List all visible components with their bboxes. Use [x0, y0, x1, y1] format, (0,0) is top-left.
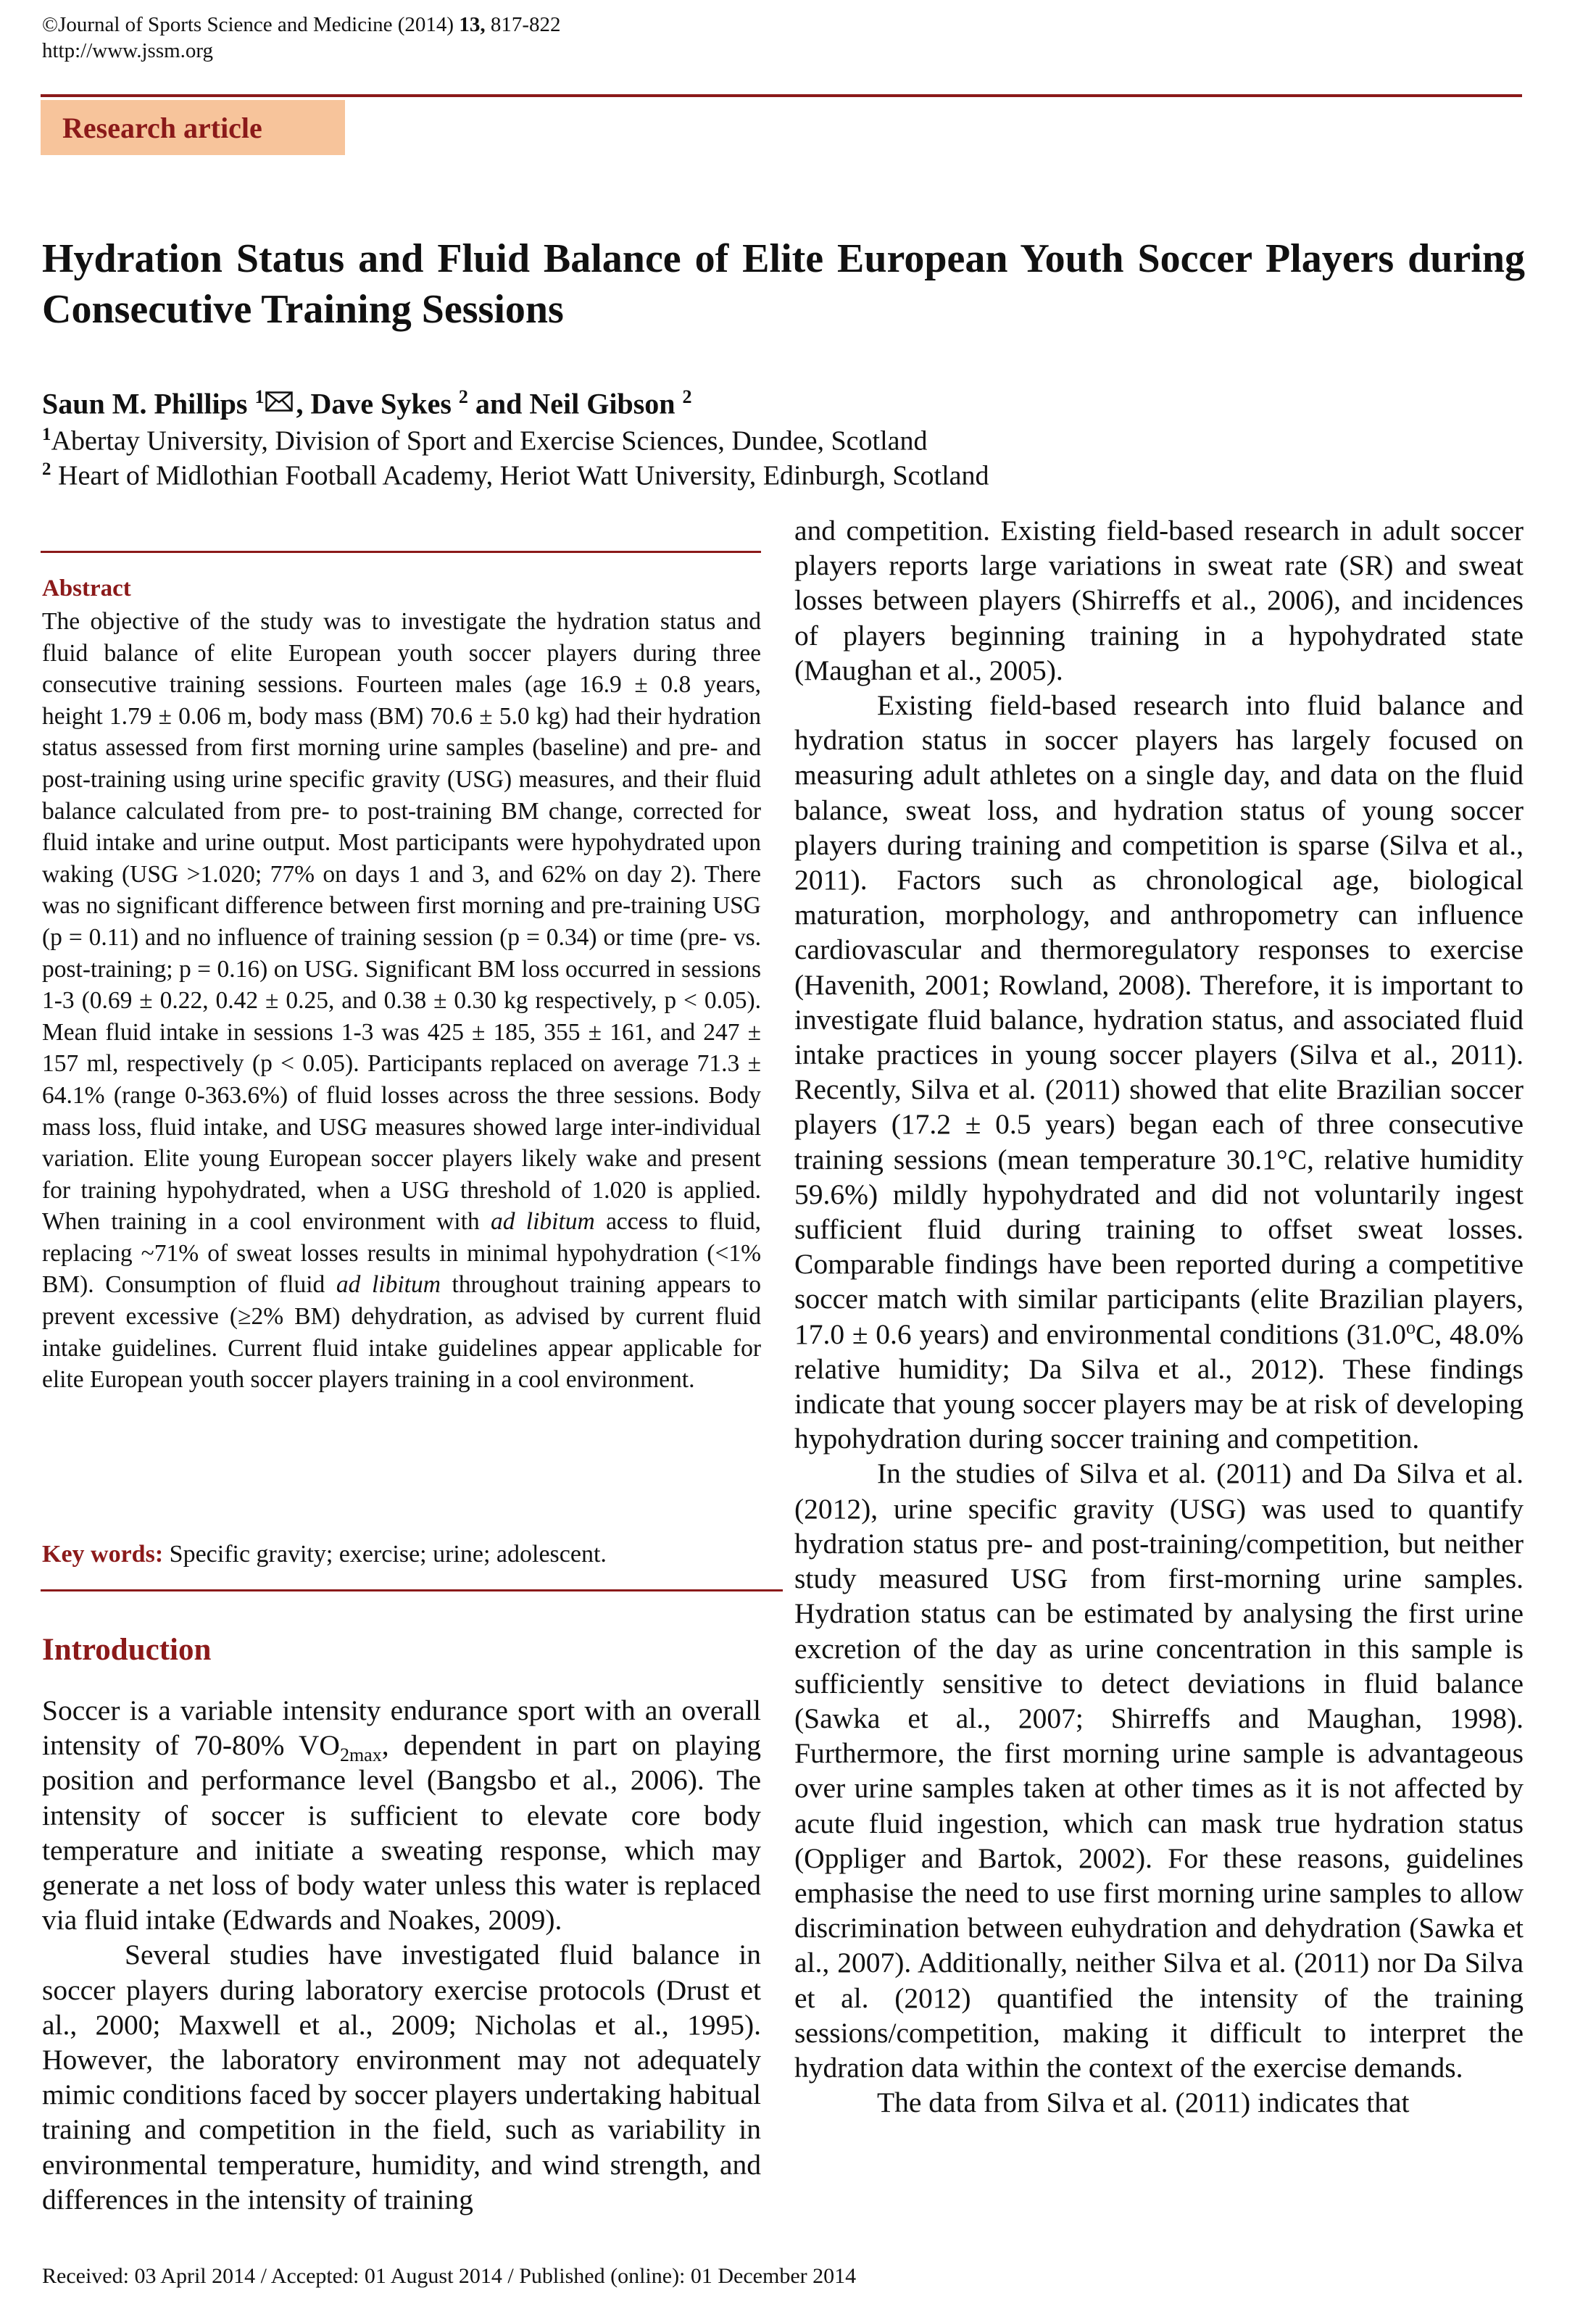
abstract-heading: Abstract [42, 575, 131, 602]
article-type-badge: Research article [41, 100, 345, 155]
publication-dates: Received: 03 April 2014 / Accepted: 01 August 2014 / Published (online): 01 December 2014 [42, 2264, 857, 2288]
article-title: Hydration Status and Fluid Balance of Elite European Youth Soccer Players during Consecutive Training Sessions [42, 236, 1525, 332]
journal-volume: 13, [459, 13, 486, 36]
paragraph: In the studies of Silva et al. (2011) and Da Silva et al. (2012), urine specific gravity (USG) was used to quantify hydration status pre- and post-training/competition, but neither study measured USG from first-morning urine samples. Hydration status can be estimated by analysing the first urine excretion of the day as urine concentration in this sample is sufficiently sensitive to detect deviations in fluid balance (Sawka et al., 2007; Shirreffs and Maughan, 1998). Furthermore, the first morning urine sample is advantageous over urine samples taken at other times as it is not affected by acute fluid ingestion, which can mask true hydration status (Oppliger and Bartok, 2002). For these reasons, guidelines emphasise the need to use first morning urine samples to allow discrimination between euhydration and dehydration (Sawka et al., 2007). Additionally, neither Silva et al. (2011) nor Da Silva et al. (2012) quantified the intensity of the training sessions/competition, making it difficult to interpret the hydration data within the context of the exercise demands. [794, 1457, 1524, 2084]
right-column-text [794, 513, 1524, 2120]
abstract-rule-top [41, 551, 761, 553]
affiliation-2: $^2$ Heart of Midlothian Football Academy, Heriot Watt University, Edinburgh, Scotland [42, 459, 989, 491]
author-name: , Dave Sykes [296, 387, 459, 420]
journal-citation: ©Journal of Sports Science and Medicine (2014) 13, 817-822 [42, 13, 561, 36]
envelope-icon[interactable] [265, 391, 293, 412]
section-heading-introduction: Introduction [42, 1633, 212, 1667]
paragraph: Several studies have investigated fluid balance in soccer players during laboratory exercise protocols (Drust et al., 2000; Maxwell et al., 2009; Nicholas et al., 1995). However, the laboratory environment may not adequately mimic conditions faced by soccer players undertaking habitual training and competition in the field, such as variability in environmental temperature, humidity, and wind strength, and differences in the intensity of training [42, 1939, 761, 2215]
paragraph: The data from Silva et al. (2011) indicates that [877, 2086, 1410, 2119]
paragraph: Existing field-based research into fluid balance and hydration status in soccer players has largely focused on measuring adult athletes on a single day, and data on the fluid balance, sweat loss, and hydration status of young soccer players during training and competition is sparse (Silva et al., 2011). Factors such as chronological age, biological maturation, morphology, and anthropometry can influence cardiovascular and thermoregulatory responses to exercise (Havenith, 2001; Rowland, 2008). Therefore, it is important to investigate fluid balance, hydration status, and associated fluid intake practices in young soccer players (Silva et al., 2011). Recently, Silva et al. (2011) showed that elite Brazilian soccer players (17.2 ± 0.5 years) began each of three consecutive training sessions (mean temperature 30.1°C, relative humidity 59.6%) mildly hypohydrated and did not voluntarily ingest sufficient fluid during training to offset sweat losses. Comparable findings have been reported during a competitive soccer match with similar participants (elite Brazilian players, 17.0 ± 0.6 years) and environmental conditions (31.0$^o$C, 48.0% relative humidity; Da Silva et al., 2012). These findings indicate that young soccer players may be at risk of developing hypohydration during soccer training and competition. [794, 689, 1524, 1455]
affiliation-1: $^1$Abertay University, Division of Sport and Exercise Sciences, Dundee, Scotland [42, 425, 928, 457]
left-column-text [42, 1693, 761, 2217]
abstract-text: The objective of the study was to investigate the hydration status and fluid balance of elite European youth soccer players during three consecutive training sessions. Fourteen males (age 16.9 ± 0.8 years, height 1.79 ± 0.06 m, body mass (BM) 70.6 ± 5.0 kg) had their hydration status assessed from first morning urine samples (baseline) and pre- and post-training using urine specific gravity (USG) measures, and their fluid balance calculated from pre- to post-training BM change, corrected for fluid intake and urine output. Most participants were hypohydrated upon waking (USG >1.020; 77% on days 1 and 3, and 62% on day 2). There was no significant difference between first morning and pre-training USG (p = 0.11) and no influence of training session (p = 0.34) or time (pre- vs. post-training; p = 0.16) on USG. Significant BM loss occurred in sessions 1-3 (0.69 ± 0.22, 0.42 ± 0.25, and 0.38 ± 0.30 kg respectively, p < 0.05). Mean fluid intake in sessions 1-3 was 425 ± 185, 355 ± 161, and 247 ± 157 ml, respectively (p < 0.05). Participants replaced on average 71.3 ± 64.1% (range 0-363.6%) of fluid losses across the three sessions. Body mass loss, fluid intake, and USG measures showed large inter-individual variation. Elite young European soccer players likely wake and present for training hypohydrated, when a USG threshold of 1.020 is applied. When training in a cool environment with ad libitum access to fluid, replacing ~71% of sweat losses results in minimal hypohydration (<1% BM). Consumption of fluid ad libitum throughout training appears to prevent excessive (≥2% BM) dehydration, as advised by current fluid intake guidelines. Current fluid intake guidelines appear applicable for elite European youth soccer players training in a cool environment. [42, 608, 761, 1394]
paragraph: and competition. Existing field-based research in adult soccer players reports large variations in sweat rate (SR) and sweat losses between players (Shirreffs et al., 2006), and incidences of players beginning training in a hypohydrated state (Maughan et al., 2005). [794, 515, 1524, 686]
paragraph: Soccer is a variable intensity endurance sport with an overall intensity of 70-80% $VO_{2max}$, dependent in part on playing position and performance level (Bangsbo et al., 2006). The intensity of soccer is sufficient to elevate core body temperature and initiate a sweating response, which may generate a net loss of body water unless this water is replaced via fluid intake (Edwards and Noakes, 2009). [42, 1694, 761, 1936]
keywords: Key words: Specific gravity; exercise; urine; adolescent. [42, 1541, 607, 1568]
abstract-rule-bottom [41, 1589, 783, 1591]
author-name: and Neil Gibson [467, 387, 683, 420]
header-rule [41, 94, 1522, 97]
journal-url[interactable]: http://www.jssm.org [42, 39, 214, 62]
author-name: Saun M. Phillips [42, 387, 255, 420]
author-list: Saun M. Phillips $^1$ , Dave Sykes $^2$ and Neil Gibson $^2$ [42, 386, 692, 420]
